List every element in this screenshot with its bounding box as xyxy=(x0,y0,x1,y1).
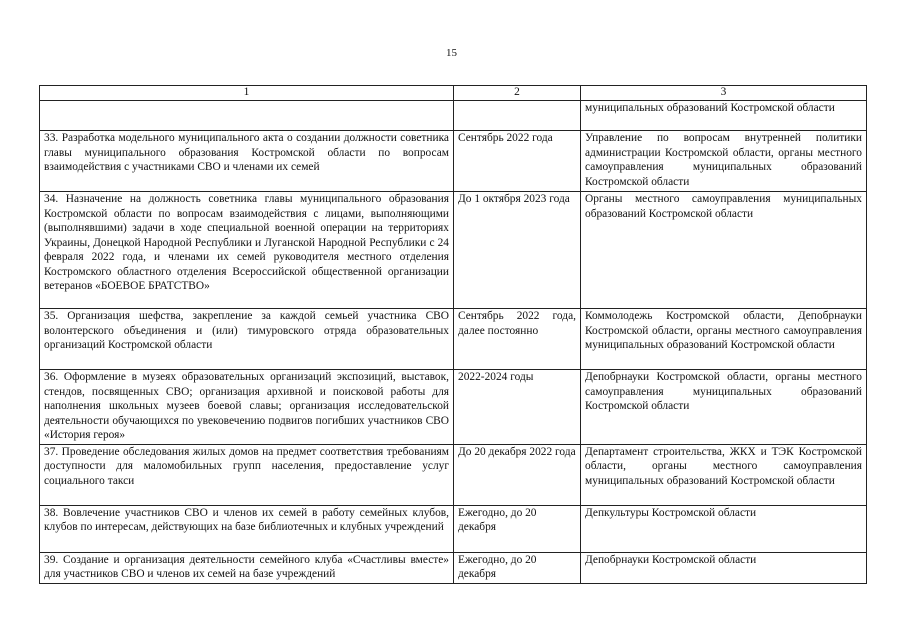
responsible-cell: муниципальных образований Костромской области xyxy=(581,101,867,131)
responsible-cell: Депобрнауки Костромской области, органы местного самоуправления муниципальных образований Костромской области xyxy=(581,370,867,445)
table-row xyxy=(40,370,867,445)
responsible-cell: Управление по вопросам внутренней политики администрации Костромской области, органы местного самоуправления муниципальных образований Костромской области xyxy=(581,131,867,192)
column-number-header xyxy=(40,86,867,101)
table-row xyxy=(40,192,867,309)
responsible-cell: Депкультуры Костромской области xyxy=(581,505,867,552)
continuation-row xyxy=(40,101,867,131)
responsible-cell: Органы местного самоуправления муниципальных образований Костромской области xyxy=(581,192,867,309)
deadline-cell: До 1 октября 2023 года xyxy=(454,192,581,309)
deadline-cell: Сентябрь 2022 года, далее постоянно xyxy=(454,309,581,370)
action-cell: 34. Назначение на должность советника главы муниципального образования Костромской области по вопросам взаимодействия с лицами, выполняющими (выполнявшими) задачи в ходе специальной военной операции на территориях Украины, Донецкой Народной Республики и Луганской Народной Республики с 24 февраля 2022 года, и членами их семей руководителя местного отделения Костромского областного отделения Всероссийской общественной организации ветеранов «БОЕВОЕ БРАТСТВО» xyxy=(40,192,454,309)
deadline-cell: Ежегодно, до 20 декабря xyxy=(454,552,581,583)
responsible-cell: Депобрнауки Костромской области xyxy=(581,552,867,583)
table-row xyxy=(40,505,867,552)
table-row xyxy=(40,444,867,505)
action-cell: 33. Разработка модельного муниципального акта о создании должности советника главы муниципального образования Костромской области по вопросам взаимодействия с участниками СВО и членами их семей xyxy=(40,131,454,192)
column-header-1: 1 xyxy=(40,86,454,101)
action-cell: 37. Проведение обследования жилых домов на предмет соответствия требованиям доступности для маломобильных групп населения, предоставление услуг социального такси xyxy=(40,444,454,505)
action-cell: 36. Оформление в музеях образовательных организаций экспозиций, выставок, стендов, посвященных СВО; организация архивной и поисковой работы для наполнения школьных музеев боевой славы; организация исследовательской деятельности обучающихся по увековечению подвигов погибших участников СВО «История героя» xyxy=(40,370,454,445)
table-row xyxy=(40,131,867,192)
action-plan-table xyxy=(39,85,867,584)
responsible-cell: Коммолодежь Костромской области, Депобрнауки Костромской области, органы местного самоуправления муниципальных образований Костромской области xyxy=(581,309,867,370)
table-row xyxy=(40,552,867,583)
column-header-2: 2 xyxy=(454,86,581,101)
page-number: 15 xyxy=(446,47,457,59)
action-cell xyxy=(40,101,454,131)
deadline-cell: 2022-2024 годы xyxy=(454,370,581,445)
action-cell: 35. Организация шефства, закрепление за каждой семьей участника СВО волонтерского объединения и (или) тимуровского отряда образовательных организаций Костромской области xyxy=(40,309,454,370)
deadline-cell: Ежегодно, до 20 декабря xyxy=(454,505,581,552)
deadline-cell xyxy=(454,101,581,131)
action-cell: 38. Вовлечение участников СВО и членов их семей в работу семейных клубов, клубов по интересам, действующих на базе библиотечных и клубных учреждений xyxy=(40,505,454,552)
responsible-cell: Департамент строительства, ЖКХ и ТЭК Костромской области, органы местного самоуправления муниципальных образований Костромской области xyxy=(581,444,867,505)
table-row xyxy=(40,309,867,370)
deadline-cell: До 20 декабря 2022 года xyxy=(454,444,581,505)
column-header-3: 3 xyxy=(581,86,867,101)
deadline-cell: Сентябрь 2022 года xyxy=(454,131,581,192)
action-cell: 39. Создание и организация деятельности семейного клуба «Счастливы вместе» для участников СВО и членов их семей на базе учреждений xyxy=(40,552,454,583)
